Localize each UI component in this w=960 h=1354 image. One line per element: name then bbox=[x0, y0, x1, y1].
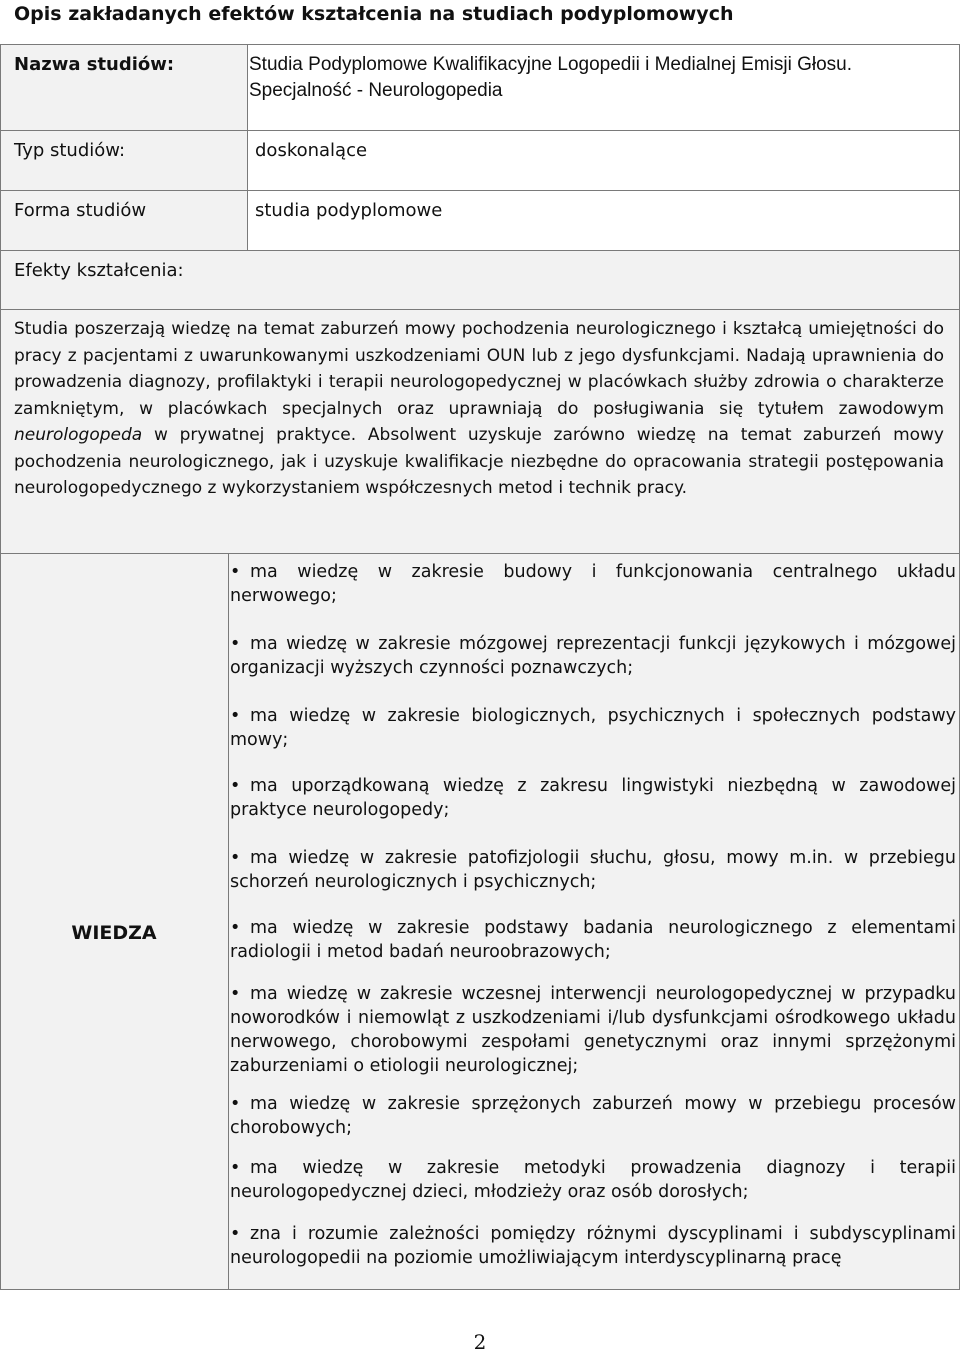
wiedza-item-text: ma wiedzę w zakresie biologicznych, psychicznych i społecznych podstawy mowy; bbox=[230, 706, 956, 750]
wiedza-item-text: ma wiedzę w zakresie patofizjologii słuchu, głosu, mowy m.in. w przebiegu schorzeń neurologicznych i psychicznych; bbox=[230, 848, 956, 892]
wiedza-item bbox=[230, 982, 956, 1078]
bullet-icon: • bbox=[230, 1094, 241, 1114]
efekty-description bbox=[14, 316, 944, 502]
wiedza-item bbox=[230, 916, 956, 964]
typ-label: Typ studiów: bbox=[14, 140, 126, 161]
wiedza-item-text: zna i rozumie zależności pomiędzy różnymi dyscyplinami i subdyscyplinami neurologopedii na poziomie umożliwiającym interdyscyplinarną pracę bbox=[230, 1224, 956, 1268]
bullet-icon: • bbox=[230, 634, 241, 654]
wiedza-item bbox=[230, 632, 956, 680]
bullet-icon: • bbox=[230, 918, 241, 938]
page-number: 2 bbox=[473, 1330, 487, 1354]
document-title: Opis zakładanych efektów kształcenia na studiach podyplomowych bbox=[14, 3, 734, 25]
bullet-icon: • bbox=[230, 776, 241, 796]
wiedza-item bbox=[230, 1222, 956, 1270]
wiedza-item-text: ma wiedzę w zakresie wczesnej interwencji neurologopedycznej w przypadku noworodków i niemowląt z uszkodzeniami i/lub dysfunkcjami ośrodkowego układu nerwowego, chorobowymi zespołami genetycznymi oraz innymi sprzężonymi zaburzeniami o etiologii neurologicznej; bbox=[230, 984, 956, 1076]
wiedza-item bbox=[230, 774, 956, 822]
bullet-icon: • bbox=[230, 562, 241, 582]
wiedza-item bbox=[230, 704, 956, 752]
wiedza-item bbox=[230, 1092, 956, 1140]
efekty-desc-italic: neurologopeda bbox=[14, 425, 143, 445]
wiedza-item bbox=[230, 846, 956, 894]
forma-value: studia podyplomowe bbox=[255, 200, 443, 221]
efekty-label: Efekty kształcenia: bbox=[14, 260, 184, 281]
efekty-desc-text-2: w prywatnej praktyce. Absolwent uzyskuje zarówno wiedzę na temat zaburzeń mowy pochodzenia neurologicznego, jak i uzyskuje kwalifikacje niezbędne do opracowania strategii postępowania neurologopedycznego z wykorzystaniem współczesnych metod i technik pracy. bbox=[14, 425, 944, 498]
bullet-icon: • bbox=[230, 1158, 241, 1178]
wiedza-item-text: ma wiedzę w zakresie mózgowej reprezentacji funkcji językowych i mózgowej organizacji wyższych czynności poznawczych; bbox=[230, 634, 956, 678]
bullet-icon: • bbox=[230, 848, 241, 868]
bullet-icon: • bbox=[230, 1224, 241, 1244]
nazwa-value: Studia Podyplomowe Kwalifikacyjne Logopedii i Medialnej Emisji Głosu. Specjalność - Neurologopedia bbox=[249, 54, 853, 101]
typ-value: doskonalące bbox=[255, 140, 368, 161]
wiedza-item-text: ma uporządkowaną wiedzę z zakresu lingwistyki niezbędną w zawodowej praktyce neurologopedy; bbox=[230, 776, 956, 820]
efekty-desc-text-1: Studia poszerzają wiedzę na temat zaburzeń mowy pochodzenia neurologicznego i kształcą umiejętności do pracy z pacjentami z uwarunkowanymi uszkodzeniami OUN lub z jego dysfunkcjami. Nadają uprawnienia do prowadzenia diagnozy, profilaktyki i terapii neurologopedycznej w placówkach służby zdrowia o charakterze zamkniętym, w placówkach specjalnych oraz uprawniają do posługiwania się tytułem zawodowym bbox=[14, 319, 944, 419]
wiedza-item bbox=[230, 1156, 956, 1204]
bullet-icon: • bbox=[230, 984, 241, 1004]
wiedza-item bbox=[230, 560, 956, 608]
wiedza-item-text: ma wiedzę w zakresie podstawy badania neurologicznego z elementami radiologii i metod badań neuroobrazowych; bbox=[230, 918, 956, 962]
bullet-icon: • bbox=[230, 706, 241, 726]
wiedza-label: WIEDZA bbox=[71, 922, 157, 944]
wiedza-item-text: ma wiedzę w zakresie budowy i funkcjonowania centralnego układu nerwowego; bbox=[230, 562, 956, 606]
forma-label: Forma studiów bbox=[14, 200, 147, 221]
wiedza-item-text: ma wiedzę w zakresie metodyki prowadzenia diagnozy i terapii neurologopedycznej dzieci, młodzieży oraz osób dorosłych; bbox=[230, 1158, 956, 1202]
nazwa-label: Nazwa studiów: bbox=[14, 54, 175, 75]
wiedza-item-text: ma wiedzę w zakresie sprzężonych zaburzeń mowy w przebiegu procesów chorobowych; bbox=[230, 1094, 956, 1138]
